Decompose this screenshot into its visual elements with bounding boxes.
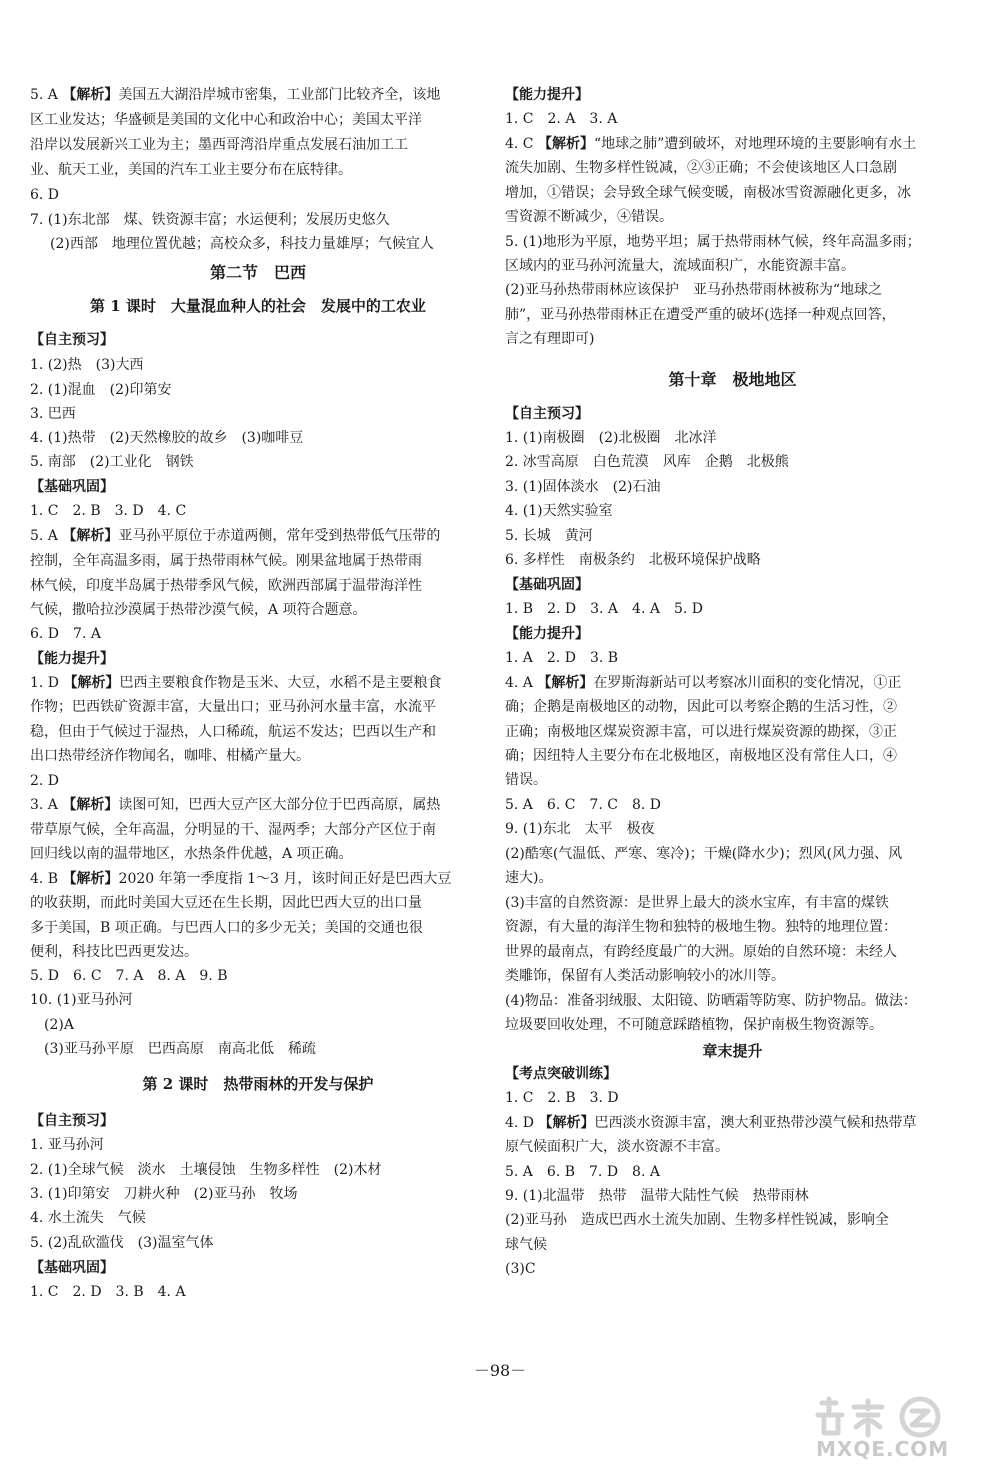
answer-line: 5. (1)地形为平原，地势平坦；属于热带雨林气候，终年高温多雨；	[505, 234, 921, 250]
answer-number: 5. A	[30, 87, 63, 103]
section-label: 【自主预习】	[30, 332, 114, 348]
answer-number: 4. B	[30, 871, 63, 887]
answer-line: (3)C	[505, 1261, 536, 1277]
analysis-tag: 【解析】	[537, 136, 594, 152]
answer-text: 美国五大湖沿岸城市密集，工业部门比较齐全，该地	[118, 87, 441, 103]
answer-number: 5. A	[30, 528, 63, 544]
answer-line: 1. (2)热 (3)大西	[30, 357, 144, 373]
answer-line: 10. (1)亚马孙河	[30, 992, 133, 1008]
analysis-tag: 【解析】	[62, 797, 119, 813]
answer-line: (2)亚马孙热带雨林应该保护 亚马孙热带雨林被称为“地球之	[505, 282, 882, 298]
answer-line: 世界的最南点，有跨经度最广的大洲。原始的自然环境：未经人	[505, 944, 897, 960]
answer-line: 9. (1)东北 太平 极夜	[505, 821, 655, 837]
section-label: 【基础巩固】	[505, 577, 589, 593]
answer-line: 球气候	[505, 1237, 547, 1253]
lesson-title: 第 2 课时 热带雨林的开发与保护	[142, 1075, 374, 1093]
section-label: 【基础巩固】	[30, 1260, 114, 1276]
answer-line: 5. 南部 (2)工业化 钢铁	[30, 454, 194, 470]
section-title: 第二节 巴西	[209, 263, 306, 282]
answer-line: 业、航天工业，美国的汽车工业主要分布在底特律。	[30, 162, 352, 178]
answer-line: 3. (1)固体淡水 (2)石油	[505, 479, 661, 495]
answer-line: 1. C 2. D 3. B 4. A	[30, 1284, 186, 1300]
answer-line: 1. C 2. B 3. D	[505, 1090, 619, 1106]
answer-line	[505, 1113, 960, 1133]
answer-line: 1. (1)南极圈 (2)北极圈 北冰洋	[505, 430, 717, 446]
analysis-tag: 【解析】	[537, 675, 594, 691]
answer-line: 4. 水土流失 气候	[30, 1210, 146, 1226]
answer-line: (2)西部 地理位置优越；高校众多，科技力量雄厚；气候宜人	[50, 236, 434, 252]
answer-line: 确；企鹅是南极地区的动物，因此可以考察企鹅的生活习性，②	[505, 699, 897, 715]
watermark	[808, 1395, 990, 1463]
answer-line: 多于美国，B 项正确。与巴西人口的多少无关；美国的交通也很	[30, 920, 423, 936]
answer-line: 言之有理即可)	[505, 331, 595, 347]
answer-number: 4. C	[505, 136, 538, 152]
answer-line	[505, 134, 960, 154]
answer-line: 原气候面积广大，淡水资源不丰富。	[505, 1139, 729, 1155]
answer-text: 在罗斯海新站可以考察冰川面积的变化情况，①正	[593, 675, 902, 691]
answer-line: 5. D 6. C 7. A 8. A 9. B	[30, 968, 228, 984]
answer-line: 气候，撒哈拉沙漠属于热带沙漠气候，A 项符合题意。	[30, 602, 367, 618]
answer-line: 的收获期，而此时美国大豆还在生长期，因此巴西大豆的出口量	[30, 895, 422, 911]
answer-line	[30, 869, 486, 889]
answer-line	[505, 673, 960, 693]
answer-line: 作物；巴西铁矿资源丰富，大量出口；亚马孙河水量丰富，水流平	[30, 699, 436, 715]
answer-line	[30, 85, 486, 105]
answer-line: 沿岸以发展新兴工业为主；墨西哥湾沿岸重点发展石油加工工	[30, 137, 408, 153]
chapter-title: 第十章 极地地区	[668, 370, 797, 389]
answer-number: 1. D	[30, 675, 64, 691]
answer-line: 出口热带经济作物闻名，咖啡、柑橘产量大。	[30, 748, 310, 764]
answer-line: 5. A 6. B 7. D 8. A	[505, 1164, 660, 1180]
answer-line: 流失加剧、生物多样性锐减，②③正确；不会使该地区人口急剧	[505, 160, 897, 176]
section-label: 【自主预习】	[505, 406, 589, 422]
answer-line: 6. 多样性 南极条约 北极环境保护战略	[505, 552, 761, 568]
answer-line: 资源，有大量的海洋生物和独特的极地生物。独特的地理位置：	[505, 919, 897, 935]
answer-number: 4. D	[505, 1115, 539, 1131]
answer-line: 类雕饰，保留有人类活动影响较小的冰川等。	[505, 968, 785, 984]
answer-line: 区工业发达；华盛顿是美国的文化中心和政治中心；美国太平洋	[30, 112, 422, 128]
answer-line: 正确；南极地区煤炭资源丰富，可以进行煤炭资源的勘探，③正	[505, 724, 897, 740]
answer-text: “地球之肺”遭到破坏，对地理环境的主要影响有水土	[593, 136, 917, 152]
answer-line: 4. (1)天然实验室	[505, 503, 613, 519]
analysis-tag: 【解析】	[62, 87, 119, 103]
answer-line: 2. (1)混血 (2)印第安	[30, 382, 172, 398]
answer-line: 垃圾要回收处理，不可随意踩踏植物，保护南极生物资源等。	[505, 1017, 883, 1033]
answer-line: 稳，但由于气候过于湿热，人口稀疏，航运不发达；巴西以生产和	[30, 724, 436, 740]
answer-line: 6. D 7. A	[30, 626, 101, 642]
section-label: 【基础巩固】	[30, 479, 114, 495]
answer-line: (4)物品：准备羽绒服、太阳镜、防晒霜等防寒、防护物品。做法：	[505, 993, 917, 1009]
answer-line: 4. (1)热带 (2)天然橡胶的故乡 (3)咖啡豆	[30, 430, 304, 446]
answer-line: 错误。	[505, 772, 547, 788]
section-label: 【考点突破训练】	[505, 1066, 617, 1082]
summary-title: 章末提升	[702, 1042, 763, 1060]
answer-line: 区域内的亚马孙河流量大，流域面积广，水能资源丰富。	[505, 258, 855, 274]
answer-line: 控制，全年高温多雨，属于热带雨林气候。刚果盆地属于热带雨	[30, 553, 422, 569]
answer-line: 1. C 2. B 3. D 4. C	[30, 503, 187, 519]
answer-text: 读图可知，巴西大豆产区大部分位于巴西高原，属热	[118, 797, 441, 813]
answer-line: 林气候，印度半岛属于热带季风气候，欧洲西部属于温带海洋性	[30, 578, 422, 594]
answer-line: 5. (2)乱砍滥伐 (3)温室气体	[30, 1235, 214, 1251]
answer-number: 4. A	[505, 675, 538, 691]
answer-line: (2)A	[44, 1017, 74, 1033]
answer-line: 确；因纽特人主要分布在北极地区，南极地区没有常住人口，④	[505, 748, 897, 764]
analysis-tag: 【解析】	[62, 528, 119, 544]
answer-line: 6. D	[30, 187, 60, 203]
answer-line: 7. (1)东北部 煤、铁资源丰富；水运便利；发展历史悠久	[30, 212, 390, 228]
analysis-tag: 【解析】	[62, 871, 119, 887]
answer-line: 1. A 2. D 3. B	[505, 650, 619, 666]
answer-watermark-logo-icon	[808, 1395, 990, 1439]
answer-line: 速大)。	[505, 870, 553, 886]
answer-line: 9. (1)北温带 热带 温带大陆性气候 热带雨林	[505, 1188, 809, 1204]
answer-line	[30, 795, 486, 815]
answer-line: 肺”，亚马孙热带雨林正在遭受严重的破坏(选择一种观点回答，	[505, 307, 896, 323]
answer-line: 1. C 2. A 3. A	[505, 111, 618, 127]
answer-line: 增加，①错误；会导致全球气候变暖，南极冰雪资源融化更多，冰	[505, 185, 911, 201]
answer-line: 回归线以南的温带地区，水热条件优越，A 项正确。	[30, 846, 353, 862]
answer-line: (3)亚马孙平原 巴西高原 南高北低 稀疏	[44, 1041, 316, 1057]
section-label: 【能力提升】	[30, 651, 114, 667]
answer-line: 雪资源不断减少，④错误。	[505, 209, 673, 225]
answer-line: 1. B 2. D 3. A 4. A 5. D	[505, 601, 703, 617]
answer-line: 5. 长城 黄河	[505, 528, 593, 544]
answer-line: (2)酷寒(气温低、严寒、寒冷)；干燥(降水少)；烈风(风力强、风	[505, 846, 903, 862]
section-label: 【能力提升】	[505, 626, 589, 642]
answer-line: 3. 巴西	[30, 406, 76, 422]
section-label: 【自主预习】	[30, 1113, 114, 1129]
answer-line: (2)亚马孙 造成巴西水土流失加剧、生物多样性锐减，影响全	[505, 1212, 889, 1228]
answer-line: 带草原气候，全年高温，分明显的干、湿两季；大部分产区位于南	[30, 822, 436, 838]
answer-line: 2. 冰雪高原 白色荒漠 风库 企鹅 北极熊	[505, 454, 789, 470]
answer-line: (3)丰富的自然资源：是世界上最大的淡水宝库，有丰富的煤铁	[505, 895, 889, 911]
answer-text: 巴西淡水资源丰富，澳大利亚热带沙漠气候和热带草	[594, 1115, 917, 1131]
analysis-tag: 【解析】	[538, 1115, 595, 1131]
answer-line	[30, 526, 486, 546]
page-number: －98－	[473, 1361, 527, 1380]
watermark-domain: MXQE.COM	[816, 1437, 950, 1461]
answer-text: 亚马孙平原位于赤道两侧，常年受到热带低气压带的	[118, 528, 441, 544]
answer-line: 便利，科技比巴西更发达。	[30, 944, 198, 960]
answer-line: 2. D	[30, 773, 60, 789]
lesson-title: 第 1 课时 大量混血种人的社会 发展中的工农业	[90, 297, 426, 315]
answer-line	[30, 673, 486, 693]
answer-text: 2020 年第一季度指 1～3 月，该时间正好是巴西大豆	[118, 871, 452, 887]
answer-number: 3. A	[30, 797, 63, 813]
answer-line: 3. (1)印第安 刀耕火种 (2)亚马孙 牧场	[30, 1186, 298, 1202]
analysis-tag: 【解析】	[63, 675, 120, 691]
answer-line: 5. A 6. C 7. C 8. D	[505, 797, 661, 813]
answer-text: 巴西主要粮食作物是玉米、大豆，水稻不是主要粮食	[119, 675, 442, 691]
answer-line: 1. 亚马孙河	[30, 1137, 104, 1153]
answer-line: 2. (1)全球气候 淡水 土壤侵蚀 生物多样性 (2)木材	[30, 1162, 382, 1178]
section-label: 【能力提升】	[505, 87, 589, 103]
